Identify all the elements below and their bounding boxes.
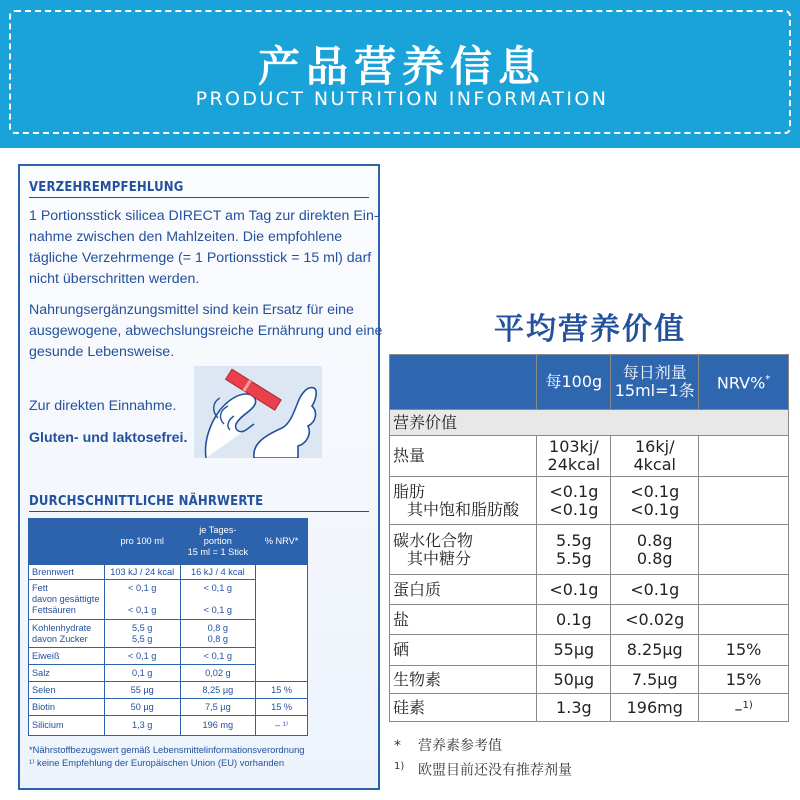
g-row-name xyxy=(29,620,105,648)
cn-row-nrv xyxy=(699,694,789,722)
g-header-empty xyxy=(29,519,105,565)
supplement-text xyxy=(29,300,383,363)
cn-row-per100 xyxy=(537,477,611,525)
cn-row-name: 硒 xyxy=(390,635,537,666)
cn-nutrition-table xyxy=(389,354,789,722)
cn-value-line: <0.1g xyxy=(549,499,599,519)
cn-row-nrv: 15% xyxy=(699,666,789,694)
table-row xyxy=(29,716,308,736)
cn-row-per100 xyxy=(537,436,611,477)
table-row xyxy=(29,682,308,699)
g-value-line: < 0,1 g xyxy=(203,605,233,615)
cn-nrv-label: NRV% xyxy=(716,373,766,393)
g-row-portion: 8,25 µg xyxy=(180,682,256,699)
table-row xyxy=(390,605,789,635)
cn-value-line: <0.1g xyxy=(549,481,599,501)
cn-value-line: 5.5g xyxy=(556,530,592,550)
cn-row-per100: <0.1g xyxy=(537,575,611,605)
g-value-line: 0,8 g xyxy=(207,622,229,633)
g-header-nrv: % NRV* xyxy=(256,519,308,565)
cn-row-daily: 8.25µg xyxy=(611,635,699,666)
cn-row-daily xyxy=(611,477,699,525)
recommendation-line: 1 Portionsstick silicea DIRECT am Tag zur direkten Ein- xyxy=(29,208,379,224)
cn-header-empty xyxy=(390,355,537,410)
g-row-per100 xyxy=(104,620,180,648)
g-value-line: 0,8 g xyxy=(207,633,229,644)
direct-intake-text: Zur direkten Einnahme. xyxy=(29,398,177,414)
cn-header-per100: 每100g xyxy=(537,355,611,410)
cn-nrv-mark: * xyxy=(765,374,771,386)
cn-footnote-nrv xyxy=(394,736,784,756)
cn-row-nrv: 15% xyxy=(699,635,789,666)
g-portion-line: portion xyxy=(203,536,232,546)
g-row-name: Brennwert xyxy=(29,565,105,580)
g-row-per100: 50 µg xyxy=(104,699,180,716)
g-row-portion: 7,5 µg xyxy=(180,699,256,716)
table-row xyxy=(390,525,789,575)
cn-row-name: 生物素 xyxy=(390,666,537,694)
german-footnotes xyxy=(29,744,375,769)
g-row-name: Salz xyxy=(29,665,105,682)
g-row-name: Silicium xyxy=(29,716,105,736)
g-name-line: davon Zucker xyxy=(32,633,88,644)
cn-footnote-eu xyxy=(394,757,784,781)
header-banner xyxy=(0,0,800,148)
cn-row-name: 热量 xyxy=(390,436,537,477)
cn-daily-line: 15ml=1条 xyxy=(614,381,695,400)
page-title: 产品营养信息 xyxy=(257,42,546,91)
cn-section-label: 营养价值 xyxy=(390,410,789,436)
g-row-nrv: 15 % xyxy=(256,682,308,699)
table-row xyxy=(390,694,789,722)
g-row-portion: < 0,1 g xyxy=(180,648,256,665)
g-row-portion: 0,02 g xyxy=(180,665,256,682)
cn-footnote-text: 欧盟目前还没有推荐剂量 xyxy=(418,762,572,779)
g-row-portion: 16 kJ / 4 kcal xyxy=(180,565,256,580)
cn-header-daily xyxy=(611,355,699,410)
cn-row-nrv xyxy=(699,605,789,635)
table-row xyxy=(29,565,308,580)
g-row-per100: < 0,1 g xyxy=(104,648,180,665)
cn-nrv-dash: – xyxy=(734,699,743,719)
g-row-per100: 55 µg xyxy=(104,682,180,699)
g-portion-line: 15 ml = 1 Stick xyxy=(187,547,249,557)
cn-row-per100: 55µg xyxy=(537,635,611,666)
cn-row-daily: 196mg xyxy=(611,694,699,722)
recommendation-text xyxy=(29,206,379,290)
cn-name-line: 脂肪 xyxy=(393,481,426,501)
g-value-line: 5,5 g xyxy=(131,633,153,644)
page-subtitle: PRODUCT NUTRITION INFORMATION xyxy=(195,88,609,110)
cn-row-nrv xyxy=(699,477,789,525)
g-portion-line: je Tages- xyxy=(199,525,237,535)
cn-table-title: 平均营养价值 xyxy=(494,312,686,347)
g-row-name: Selen xyxy=(29,682,105,699)
cn-value-line: 24kcal xyxy=(547,455,601,474)
cn-name-subline: 其中糖分 xyxy=(407,548,472,568)
cn-daily-line: 每日剂量 xyxy=(622,363,687,382)
g-row-name: Biotin xyxy=(29,699,105,716)
cn-row-daily xyxy=(611,525,699,575)
cn-value-line: 16kj/ xyxy=(635,437,675,456)
recommendation-line: tägliche Verzehrmenge (= 1 Portionsstick = 15 ml) darf xyxy=(29,250,372,266)
cn-row-daily xyxy=(611,436,699,477)
cn-row-name: 盐 xyxy=(390,605,537,635)
g-footnote-eu: ¹⁾ keine Empfehlung der Europäischen Union (EU) vorhanden xyxy=(29,756,285,768)
g-name-line: Kohlenhydrate xyxy=(32,622,92,633)
cn-name-line: 碳水化合物 xyxy=(393,530,474,550)
g-header-per100: pro 100 ml xyxy=(104,519,180,565)
supplement-line: ausgewogene, abwechslungsreiche Ernährung und eine xyxy=(29,323,383,339)
cn-row-daily: 7.5µg xyxy=(611,666,699,694)
g-row-nrv: 15 % xyxy=(256,699,308,716)
german-label-panel xyxy=(18,164,383,790)
g-row-name xyxy=(29,580,105,620)
g-row-portion xyxy=(180,620,256,648)
gluten-free-text: Gluten- und laktosefrei. xyxy=(29,430,188,446)
cn-row-nrv xyxy=(699,525,789,575)
g-row-nrv-empty xyxy=(256,565,308,682)
g-name-line: Fett xyxy=(32,583,48,593)
g-value-spacer xyxy=(108,594,177,605)
g-row-portion xyxy=(180,580,256,620)
g-footnote-nrv: *Nährstoffbezugswert gemäß Lebensmittelinformationsverordnung xyxy=(29,744,305,755)
cn-row-name: 硅素 xyxy=(390,694,537,722)
cn-row-daily: <0.1g xyxy=(611,575,699,605)
g-row-name: Eiweiß xyxy=(29,648,105,665)
cn-value-line: 5.5g xyxy=(556,548,592,568)
nutrition-heading: DURCHSCHNITTLICHE NÄHRWERTE xyxy=(29,494,369,512)
g-name-line: Fettsäuren xyxy=(32,605,76,615)
cn-row-per100: 1.3g xyxy=(537,694,611,722)
table-row xyxy=(390,635,789,666)
cn-footnote-text: 营养素参考值 xyxy=(418,738,502,754)
g-value-spacer xyxy=(184,594,253,605)
g-name-line: davon gesättigte xyxy=(32,594,100,604)
g-row-per100: 0,1 g xyxy=(104,665,180,682)
g-row-nrv: – ¹⁾ xyxy=(256,716,308,736)
table-row xyxy=(390,477,789,525)
cn-row-nrv xyxy=(699,436,789,477)
g-row-per100 xyxy=(104,580,180,620)
cn-row-per100: 0.1g xyxy=(537,605,611,635)
table-row xyxy=(390,436,789,477)
g-row-portion: 196 mg xyxy=(180,716,256,736)
supplement-line: Nahrungsergänzungsmittel sind kein Ersatz für eine xyxy=(29,302,354,318)
g-header-portion xyxy=(180,519,256,565)
cn-row-daily: <0.02g xyxy=(611,605,699,635)
g-value-line: < 0,1 g xyxy=(128,605,157,615)
recommendation-line: nicht überschritten werden. xyxy=(29,271,200,287)
cn-name-subline: 其中饱和脂肪酸 xyxy=(407,499,520,519)
table-row xyxy=(390,575,789,605)
g-row-per100: 1,3 g xyxy=(104,716,180,736)
cn-value-line: 0.8g xyxy=(636,548,673,568)
cn-row-name xyxy=(390,525,537,575)
cn-nrv-footnote-mark: 1) xyxy=(742,699,753,711)
g-value-line: 5,5 g xyxy=(131,622,153,633)
cn-row-name xyxy=(390,477,537,525)
recommendation-line: nahme zwischen den Mahlzeiten. Die empfohlene xyxy=(29,229,343,245)
header-dashed-frame xyxy=(9,10,791,134)
cn-section-row xyxy=(390,410,789,436)
g-row-per100: 103 kJ / 24 kcal xyxy=(104,565,180,580)
cn-value-line: 4kcal xyxy=(633,455,676,474)
cn-row-per100 xyxy=(537,525,611,575)
table-row xyxy=(29,699,308,716)
supplement-line: gesunde Lebensweise. xyxy=(29,344,175,360)
g-value-line: < 0,1 g xyxy=(203,583,233,593)
table-row xyxy=(390,666,789,694)
cn-value-line: 103kj/ xyxy=(549,437,599,456)
recommendation-heading: VERZEHREMPFEHLUNG xyxy=(29,180,369,198)
cn-value-line: 0.8g xyxy=(636,530,673,550)
cn-row-per100: 50µg xyxy=(537,666,611,694)
g-value-line: < 0,1 g xyxy=(128,583,157,593)
cn-value-line: <0.1g xyxy=(630,481,680,501)
cn-row-nrv xyxy=(699,575,789,605)
german-nutrition-table xyxy=(28,518,308,736)
hand-holding-stick-illustration xyxy=(194,366,322,458)
cn-value-line: <0.1g xyxy=(630,499,680,519)
cn-header-nrv xyxy=(699,355,789,410)
cn-footnote-mark: 1) xyxy=(394,761,405,772)
cn-row-name: 蛋白质 xyxy=(390,575,537,605)
cn-footnote-mark: * xyxy=(394,738,401,754)
